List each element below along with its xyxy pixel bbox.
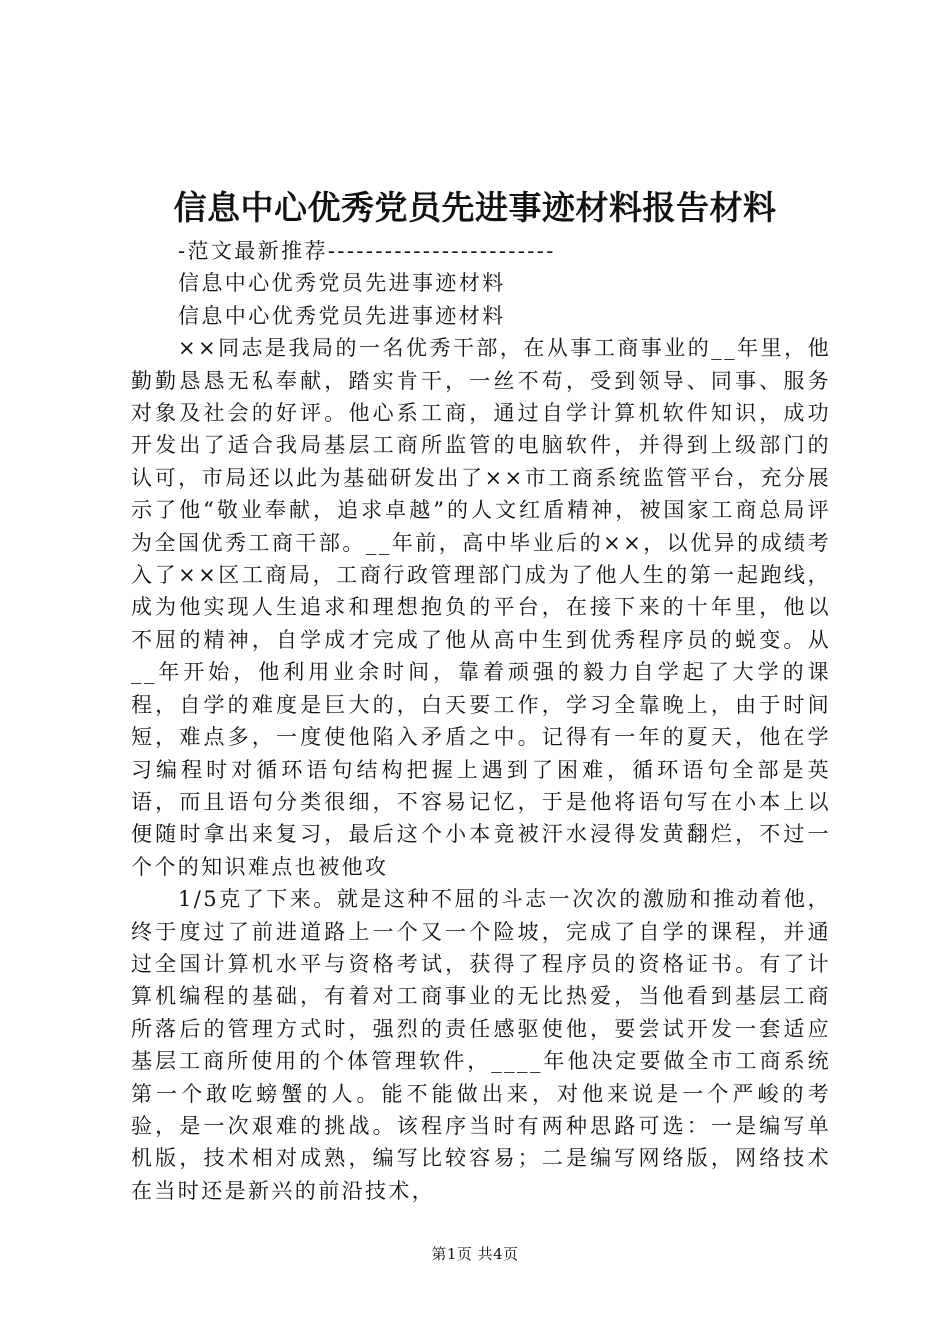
recommend-line: -范文最新推荐------------------------ [178, 239, 556, 263]
document-body [131, 235, 831, 1207]
document-title: 信息中心优秀党员先进事迹材料报告材料 [173, 188, 777, 227]
body-paragraph-2: 1/5克了下来。就是这种不屈的斗志一次次的激励和推动着他，终于度过了前进道路上一个又一个险坡，完成了自学的课程，并通过全国计算机水平与资格考试，获得了程序员的资格证书。有了计算机编程的基础，有着对工商事业的无比热爱，当他看到基层工商所落后的管理方式时，强烈的责任感驱使他，要尝试开发一套适应基层工商所使用的个体管理软件，____年他决定要做全市工商系统第一个敢吃螃蟹的人。能不能做出来，对他来说是一个严峻的考验，是一次艰难的挑战。该程序当时有两种思路可选：一是编写单机版，技术相对成熟，编写比较容易；二是编写网络版，网络技术在当时还是新兴的前沿技术， [131, 887, 831, 1203]
subtitle-line-repeat: 信息中心优秀党员先进事迹材料 [178, 303, 506, 328]
page-number-footer: 第1页 共4页 [431, 1245, 519, 1263]
subtitle-line: 信息中心优秀党员先进事迹材料 [178, 271, 506, 296]
body-paragraph-1: ××同志是我局的一名优秀干部，在从事工商事业的__年里，他勤勤恳恳无私奉献，踏实肯干，一丝不苟，受到领导、同事、服务对象及社会的好评。他心系工商，通过自学计算机软件知识，成功开发出了适合我局基层工商所监管的电脑软件，并得到上级部门的认可，市局还以此为基础研发出了××市工商系统监管平台，充分展示了他“敬业奉献，追求卓越”的人文红盾精神，被国家工商总局评为全国优秀工商干部。__年前，高中毕业后的××，以优异的成绩考入了××区工商局，工商行政管理部门成为了他人生的第一起跑线，成为他实现人生追求和理想抱负的平台，在接下来的十年里，他以不屈的精神，自学成才完成了他从高中生到优秀程序员的蜕变。从__年开始，他利用业余时间，靠着顽强的毅力自学起了大学的课程，自学的难度是巨大的，白天要工作，学习全靠晚上，由于时间短，难点多，一度使他陷入矛盾之中。记得有一年的夏天，他在学习编程时对循环语句结构把握上遇到了困难，循环语句全部是英语，而且语句分类很细，不容易记忆，于是他将语句写在小本上以便随时拿出来复习，最后这个小本竟被汗水浸得发黄翻烂，不过一个个的知识难点也被他攻 [131, 336, 831, 879]
